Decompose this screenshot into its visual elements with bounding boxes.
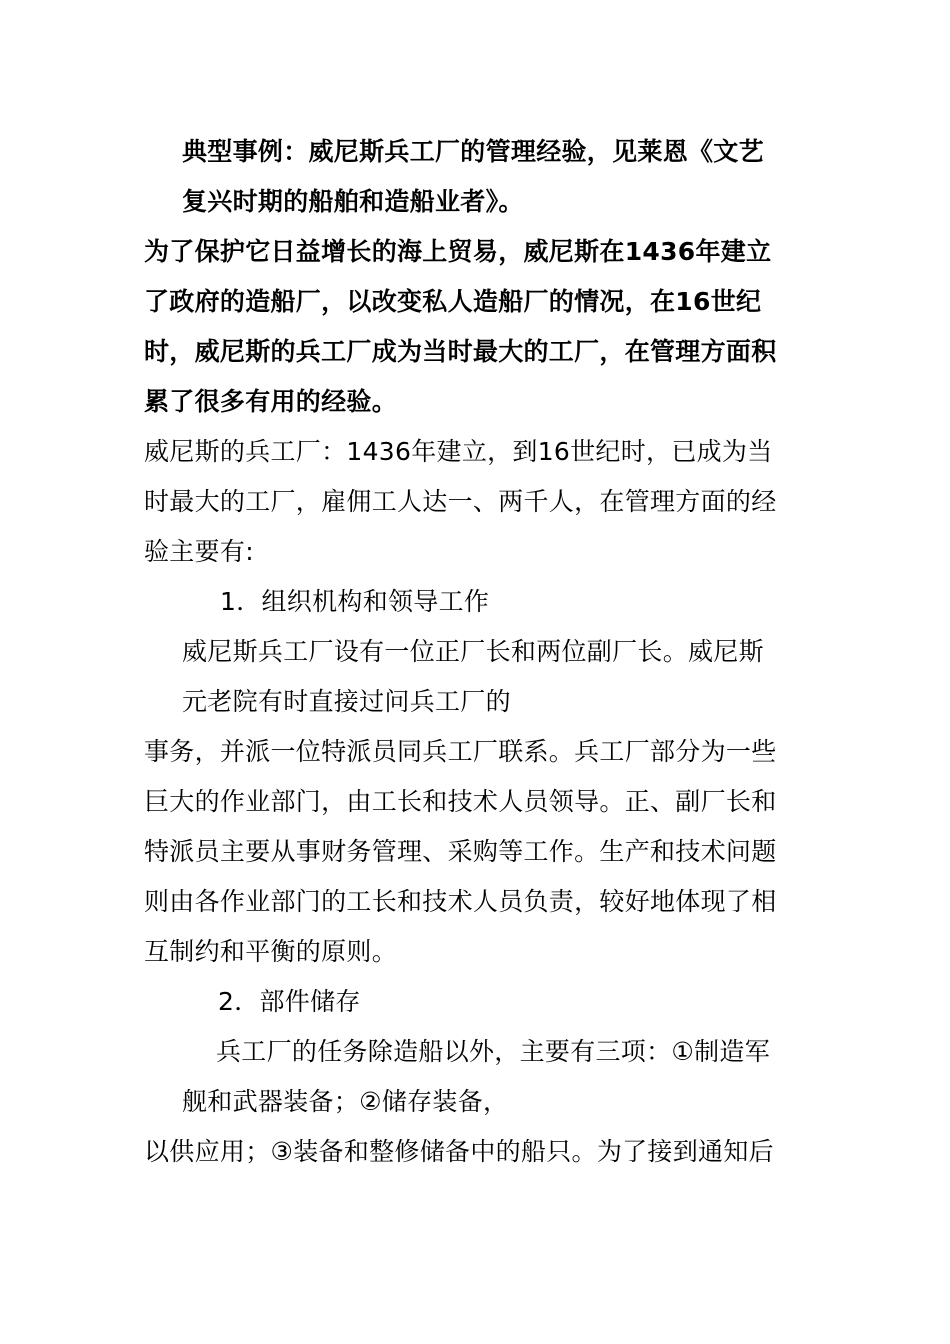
section-heading: 1．组织机构和领导工作 [220, 587, 490, 616]
text-line: 以供应用；③装备和整修储备中的船只。为了接到通知后 [144, 1137, 774, 1166]
text-line: 互制约和平衡的原则。 [144, 937, 398, 966]
section-heading: 2．部件储存 [218, 987, 361, 1016]
text-line: 兵工厂的任务除造船以外，主要有三项：①制造军 [216, 1037, 771, 1066]
text-line: 元老院有时直接过问兵工厂的 [182, 687, 511, 716]
text-line: 验主要有: [144, 537, 254, 566]
text-line: 特派员主要从事财务管理、采购等工作。生产和技术问题 [144, 837, 777, 866]
text-line: 舰和武器装备；②储存装备， [182, 1087, 509, 1116]
text-line: 威尼斯兵工厂设有一位正厂长和两位副厂长。威尼斯 [182, 637, 764, 666]
text-line: 典型事例：威尼斯兵工厂的管理经验，见莱恩《文艺 [182, 137, 764, 166]
text-line: 复兴时期的船舶和造船业者》。 [182, 187, 524, 216]
text-line: 事务，并派一位特派员同兵工厂联系。兵工厂部分为一些 [144, 737, 777, 766]
text-line: 则由各作业部门的工长和技术人员负责，较好地体现了相 [144, 887, 777, 916]
text-line: 时最大的工厂，雇佣工人达一、两千人，在管理方面的经 [144, 487, 777, 516]
text-line: 累了很多有用的经验。 [144, 387, 398, 416]
text-line: 时，威尼斯的兵工厂成为当时最大的工厂，在管理方面积 [144, 337, 777, 366]
text-line: 了政府的造船厂，以改变私人造船厂的情况，在16世纪 [144, 287, 762, 316]
text-line: 为了保护它日益增长的海上贸易，威尼斯在1436年建立 [144, 237, 772, 266]
text-line: 威尼斯的兵工厂：1436年建立，到16世纪时，已成为当 [144, 437, 773, 466]
text-line: 巨大的作业部门，由工长和技术人员领导。正、副厂长和 [144, 787, 777, 816]
